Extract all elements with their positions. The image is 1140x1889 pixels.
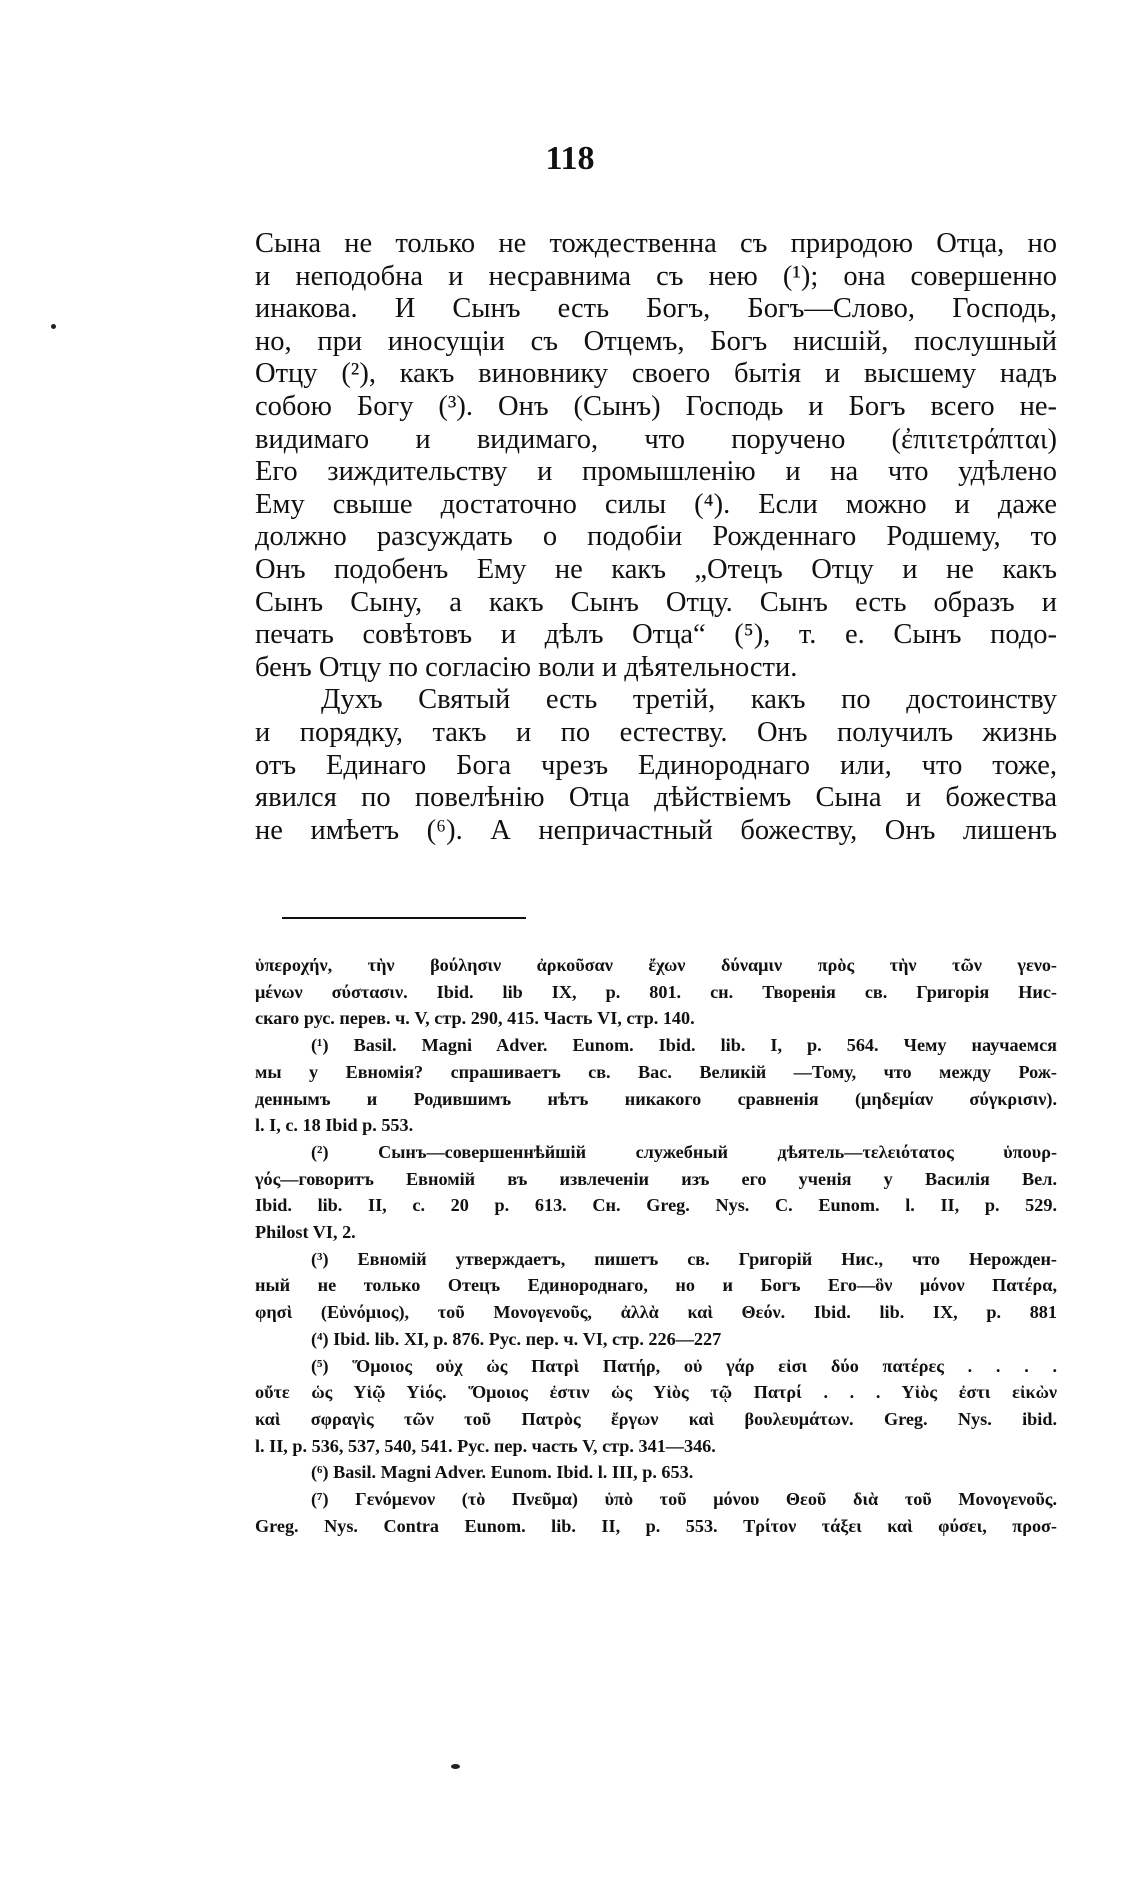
text-line: и порядку, такъ и по естеству. Онъ получилъ жизнь bbox=[255, 716, 1057, 748]
footnote-line: ный не только Отецъ Единороднаго, но и Богъ Его—ὃν μόνον Πατέρα, bbox=[255, 1275, 1057, 1296]
footnote-line: l. II, p. 536, 537, 540, 541. Рус. пер. часть V, стр. 341—346. bbox=[255, 1435, 716, 1456]
footnote-line: Philost VI, 2. bbox=[255, 1222, 356, 1243]
footnotes bbox=[255, 952, 1057, 1539]
print-speck bbox=[51, 324, 56, 329]
footnote-7: (⁷) Γενόμενον (τὸ Πνεῦμα) ὑπὸ τοῦ μόνου Θεοῦ διὰ τοῦ Μονογενοῦς. bbox=[311, 1489, 1057, 1510]
text-line: но, при иносущіи съ Отцемъ, Богъ нисшій, послушный bbox=[255, 325, 1057, 357]
text-line: явился по повелѣнію Отца дѣйствіемъ Сына и божества bbox=[255, 782, 1057, 814]
text-line: видимаго и видимаго, что поручено (ἐπιτετράπται) bbox=[255, 423, 1057, 455]
footnote-1: (¹) Basil. Magni Adver. Eunom. Ibid. lib. I, p. 564. Чему научаемся bbox=[311, 1035, 1057, 1056]
text-line: Онъ подобенъ Ему не какъ „Отецъ Отцу и не какъ bbox=[255, 553, 1057, 585]
footnote-line: деннымъ и Родившимъ нѣтъ никакого сравненія (μηδεμίαν σύγκρισιν). bbox=[255, 1088, 1057, 1109]
footnote-line: l. I, c. 18 Ibid p. 553. bbox=[255, 1115, 414, 1136]
footnote-line: οὔτε ὡς Υἱῷ Υἱός. Ὅμοιος ἐστιν ὡς Υἱὸς τῷ Πατρί . . . Υἱὸς ἐστι εἰκὼν bbox=[255, 1382, 1057, 1403]
text-line: Ему свыше достаточно силы (⁴). Если можно и даже bbox=[255, 488, 1057, 520]
text-line: бенъ Отцу по согласію воли и дѣятельности. bbox=[255, 651, 798, 683]
print-speck bbox=[451, 1764, 460, 1769]
page-number: 118 bbox=[545, 140, 595, 177]
footnote-3: (³) Евномій утверждаетъ, пишетъ св. Григорій Нис., что Нерожден- bbox=[311, 1248, 1057, 1269]
footnote-line: ὑπεροχήν, τὴν βούλησιν ἀρκοῦσαν ἔχων δύναμιν πρὸς τὴν τῶν γενο- bbox=[255, 955, 1057, 975]
text-line: печать совѣтовъ и дѣлъ Отца“ (⁵), т. е. Сынъ подо- bbox=[255, 619, 1057, 651]
footnote-line: скаго рус. перев. ч. V, стр. 290, 415. Часть VI, стр. 140. bbox=[255, 1008, 695, 1029]
footnote-line: μένων σύστασιν. Ibid. lib IX, p. 801. сн. Творенія св. Григорія Нис- bbox=[255, 981, 1057, 1002]
text-line: и неподобна и несравнима съ нею (¹); она совершенно bbox=[255, 260, 1057, 292]
text-line: Отцу (²), какъ виновнику своего бытія и высшему надъ bbox=[255, 358, 1057, 390]
text-line: не имѣетъ (⁶). А непричастный божеству, Онъ лишенъ bbox=[255, 814, 1057, 846]
footnote-2: (²) Сынъ—совершеннѣйшій служебный дѣятель—τελειότατος ὑπουρ- bbox=[311, 1141, 1057, 1162]
paragraph-start-line: Духъ Святый есть третій, какъ по достоинству bbox=[321, 684, 1057, 716]
text-line: собою Богу (³). Онъ (Сынъ) Господь и Богъ всего не- bbox=[255, 390, 1057, 422]
text-line: Сынъ Сыну, а какъ Сынъ Отцу. Сынъ есть образъ и bbox=[255, 586, 1057, 618]
footnote-line: Greg. Nys. Contra Eunom. lib. II, p. 553. Τρίτον τάξει καὶ φύσει, προσ- bbox=[255, 1515, 1057, 1536]
text-line: должно разсуждать о подобіи Рожденнаго Родшему, то bbox=[255, 521, 1057, 553]
text-line: Его зиждительству и промышленію и на что удѣлено bbox=[255, 456, 1057, 488]
text-line: отъ Единаго Бога чрезъ Единороднаго или, что тоже, bbox=[255, 749, 1057, 781]
footnote-line: мы у Евномія? спрашиваетъ св. Вас. Великій —Тому, что между Рож- bbox=[255, 1061, 1057, 1082]
footnote-separator bbox=[282, 917, 526, 919]
text-line: Сына не только не тождественна съ природою Отца, но bbox=[255, 228, 1057, 259]
text-line: инакова. И Сынъ есть Богъ, Богъ—Слово, Господь, bbox=[255, 293, 1057, 325]
footnote-4: (⁴) Ibid. lib. XI, p. 876. Рус. пер. ч. VI, стр. 226—227 bbox=[311, 1328, 722, 1349]
footnote-line: γός—говоритъ Евномій въ извлеченіи изъ его ученія у Василія Вел. bbox=[255, 1168, 1057, 1189]
footnote-line: καὶ σφραγὶς τῶν τοῦ Πατρὸς ἔργων καὶ βουλευμάτων. Greg. Nys. ibid. bbox=[255, 1408, 1057, 1429]
footnote-line: Ibid. lib. II, c. 20 p. 613. Сн. Greg. Nys. C. Eunom. l. II, p. 529. bbox=[255, 1195, 1057, 1216]
footnote-5: (⁵) Ὅμοιος οὐχ ὡς Πατρὶ Πατήρ, οὐ γάρ εἰσι δύο πατέρες . . . . bbox=[311, 1355, 1057, 1376]
footnote-line: φησὶ (Εὐνόμιος), τοῦ Μονογενοῦς, ἀλλὰ καὶ Θεόν. Ibid. lib. IX, p. 881 bbox=[255, 1302, 1057, 1323]
main-text bbox=[255, 228, 1057, 847]
footnote-6: (⁶) Basil. Magni Adver. Eunom. Ibid. l. III, p. 653. bbox=[311, 1462, 694, 1483]
